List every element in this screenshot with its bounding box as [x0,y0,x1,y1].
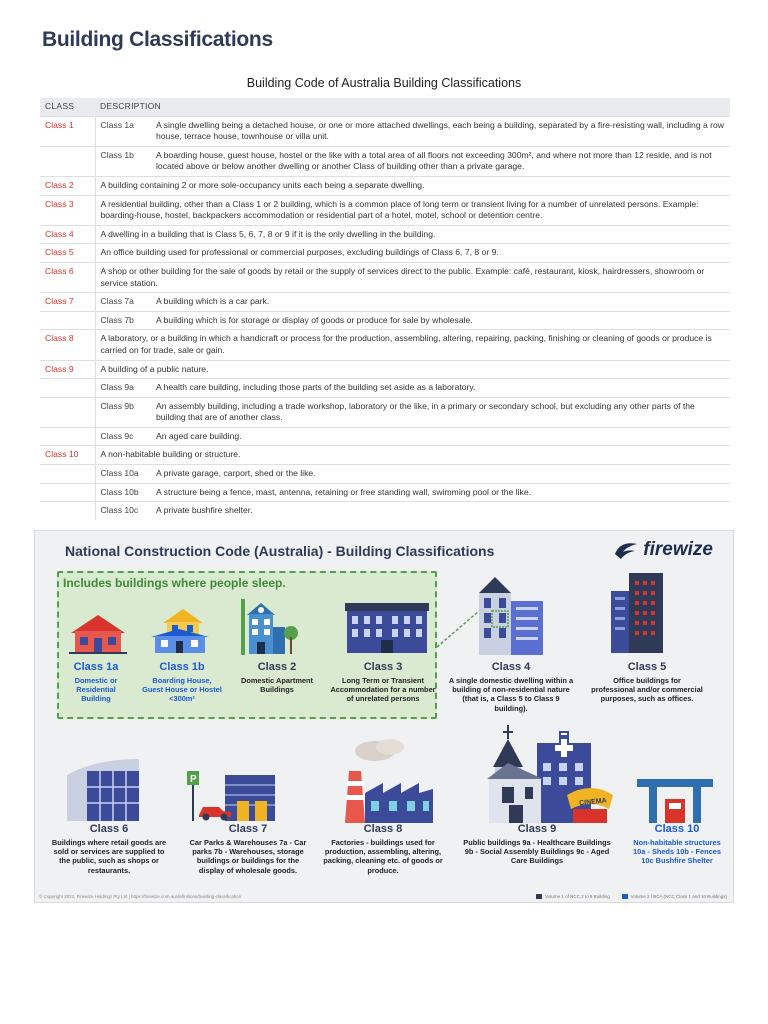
description-cell: An assembly building, including a trade workshop, laboratory or the like, in a primary or secondary school, but excluding any other parts of the building that are of another class. [151,397,730,427]
class-name: Class 8 [363,823,403,835]
class-cell: Class 1 [40,116,95,146]
description-cell: A residential building, other than a Class 1 or 2 building, which is a common place of long term or transient living for a number of unrelated persons. Example: boarding-house, hostel, backpackers accommodation or residential part of a hotel, motel, school or detention centre. [95,195,730,225]
caption-class-5 [591,661,703,704]
cinema-sign: CINEMA [578,797,608,808]
public-building-icon [487,723,615,823]
class-name: Class 2 [257,661,297,673]
description-cell: A shop or other building for the sale of goods by retail or the supply of services direct to the public. Example: café, restaurant, kiosk, hairdressers, showroom or service station. [95,262,730,292]
table-row [40,195,730,225]
description-cell: A building of a public nature. [95,360,730,379]
class-cell: Class 10 [40,446,95,465]
legend-item [536,894,610,899]
description-cell: A boarding house, guest house, hostel or the like with a total area of all floors not exceeding 300m², and where not more than 12 reside, and is not located above or below another dwelling or another Class of building other than a private garage. [151,146,730,176]
table-header-row [40,98,730,116]
boarding-house-icon [149,607,211,655]
class-cell [40,311,95,330]
description-cell: A single dwelling being a detached house, or one or more attached dwellings, each being a building, separated by a fire-resisting wall, including a row house, terrace house, townhouse or villa unit. [151,116,730,146]
description-cell: A building containing 2 or more sole-occupancy units each being a separate dwelling. [95,176,730,195]
class-desc: Non-habitable structures 10a - Sheds 10b - Fences 10c Bushfire Shelter [633,837,721,866]
class-desc: Domestic Apartment Buildings [241,675,314,694]
class-cell: Class 9 [40,360,95,379]
caption-class-10 [627,823,727,866]
column-header-class: CLASS [40,98,95,116]
description-cell: A structure being a fence, mast, antenna, retaining or free standing wall, swimming pool or the like. [151,483,730,502]
subclass-cell: Class 10b [95,483,151,502]
class-cell: Class 4 [40,225,95,244]
table-row [40,330,730,360]
class-name: Class 9 [517,823,557,835]
caption-class-1b [141,661,223,704]
class-name: Class 7 [228,823,268,835]
mixed-use-building-icon [473,573,545,655]
description-cell: A building which is for storage or display of goods or produce for sale by wholesale. [151,311,730,330]
class-desc: Car Parks & Warehouses 7a - Car parks 7b - Warehouses, storage buildings or buildings for the display of wholesale goods. [189,837,307,875]
table-row [40,116,730,146]
class-name: Class 5 [627,661,667,673]
table-title: Building Code of Australia Building Classifications [246,76,522,90]
subclass-cell: Class 1a [95,116,151,146]
sleep-label: Includes buildings where people sleep. [63,576,286,590]
class-desc: Long Term or Transient Accommodation for a number of unrelated persons [330,675,436,704]
class-cell [40,465,95,484]
caption-class-7 [185,823,311,875]
apartment-icon [239,599,299,655]
table-row [40,262,730,292]
firewize-logo [613,539,713,561]
flame-icon [613,540,639,560]
class-desc: Public buildings 9a - Healthcare Buildings 9b - Social Assembly Buildings 9c - Aged Care Buildings [463,837,611,866]
class-name: Class 1a [73,661,119,673]
brand-name: firewize [643,539,713,560]
caption-class-9 [463,823,611,866]
class-desc: Boarding House, Guest House or Hostel <300m² [142,675,222,704]
class-cell: Class 6 [40,262,95,292]
description-cell: An aged care building. [151,427,730,446]
table-row [40,483,730,502]
table-row [40,176,730,195]
table-row [40,311,730,330]
class-cell [40,379,95,398]
subclass-cell: Class 9a [95,379,151,398]
class-desc: Domestic or Residential Building [74,675,118,704]
legend-item [622,894,727,899]
class-name: Class 3 [363,661,403,673]
class-desc: A single domestic dwelling within a building of non-residential nature (that is, a Class 5 to Class 9 building). [448,675,574,713]
subclass-cell: Class 9b [95,397,151,427]
office-tower-icon [611,573,663,653]
class-desc: Buildings where retail goods are sold or services are supplied to the public, such as shops or restaurants. [51,837,167,875]
table-row [40,225,730,244]
class-cell [40,146,95,176]
description-cell: A private bushfire shelter. [151,502,730,520]
caption-class-6 [49,823,169,875]
factory-icon [335,737,435,823]
table-row [40,360,730,379]
class-desc: Factories - buildings used for production, assembling, altering, packing, cleaning etc. of goods or produce. [323,837,443,875]
class-cell: Class 2 [40,176,95,195]
description-cell: A health care building, including those parts of the building set aside as a laboratory. [151,379,730,398]
table-row [40,502,730,520]
table-row [40,446,730,465]
class-cell [40,397,95,427]
subclass-cell: Class 10c [95,502,151,520]
table-row [40,379,730,398]
subclass-cell: Class 9c [95,427,151,446]
column-header-description: DESCRIPTION [95,98,730,116]
hotel-icon [343,603,431,653]
subclass-cell: Class 7a [95,293,151,312]
class-cell: Class 3 [40,195,95,225]
class-name: Class 4 [491,661,531,673]
class-name: Class 10 [654,823,700,835]
class-cell: Class 7 [40,293,95,312]
classification-table [40,98,730,520]
description-cell: A dwelling in a building that is Class 5, 6, 7, 8 or 9 if it is the only dwelling in the building. [95,225,730,244]
legend [536,894,727,899]
class-desc: Office buildings for professional and/or commercial purposes, such as offices. [591,675,703,704]
table-row [40,465,730,484]
caption-class-1a [61,661,131,704]
caption-class-4 [447,661,575,713]
subclass-cell: Class 10a [95,465,151,484]
retail-building-icon [65,757,143,821]
description-cell: A private garage, carport, shed or the like. [151,465,730,484]
infographic-title: National Construction Code (Australia) - Building Classifications [65,543,495,559]
description-cell: A laboratory, or a building in which a handicraft or process for the production, assembling, altering, repairing, packing, finishing or cleaning of goods or produce is carried on for trade, sale or gain. [95,330,730,360]
house-icon [67,613,129,655]
class-name: Class 6 [89,823,129,835]
page-title: Building Classifications [42,28,273,51]
table-row [40,244,730,263]
class-name: Class 1b [159,661,205,673]
caption-class-3 [329,661,437,704]
class-cell [40,483,95,502]
table-row [40,397,730,427]
legend-label: Volume 2 / BCA (NCC Class 1 and 10 Buildings) [630,893,727,899]
infographic-panel [34,530,734,903]
caption-class-2 [241,661,313,694]
description-cell: A building which is a car park. [151,293,730,312]
class-cell [40,427,95,446]
warehouse-carpark-icon [185,771,277,821]
class-cell: Class 8 [40,330,95,360]
legend-label: Volume 1 of NCC 2 to 9 Building [545,893,610,899]
table-row [40,146,730,176]
class-cell: Class 5 [40,244,95,263]
description-cell: An office building used for professional or commercial purposes, excluding buildings of Class 6, 7, 8 or 9. [95,244,730,263]
subclass-cell: Class 1b [95,146,151,176]
class-cell [40,502,95,520]
description-cell: A non-habitable building or structure. [95,446,730,465]
table-row [40,427,730,446]
table-row [40,293,730,312]
table-body [40,116,730,520]
caption-class-8 [323,823,443,875]
parking-sign: P [190,774,197,785]
shelter-icon [635,775,715,823]
subclass-cell: Class 7b [95,311,151,330]
copyright-footer: © Copyright 2022, Firewize Holdings Pty Ltd | https://firewize.com.au/definitions/building-classification [39,894,242,899]
